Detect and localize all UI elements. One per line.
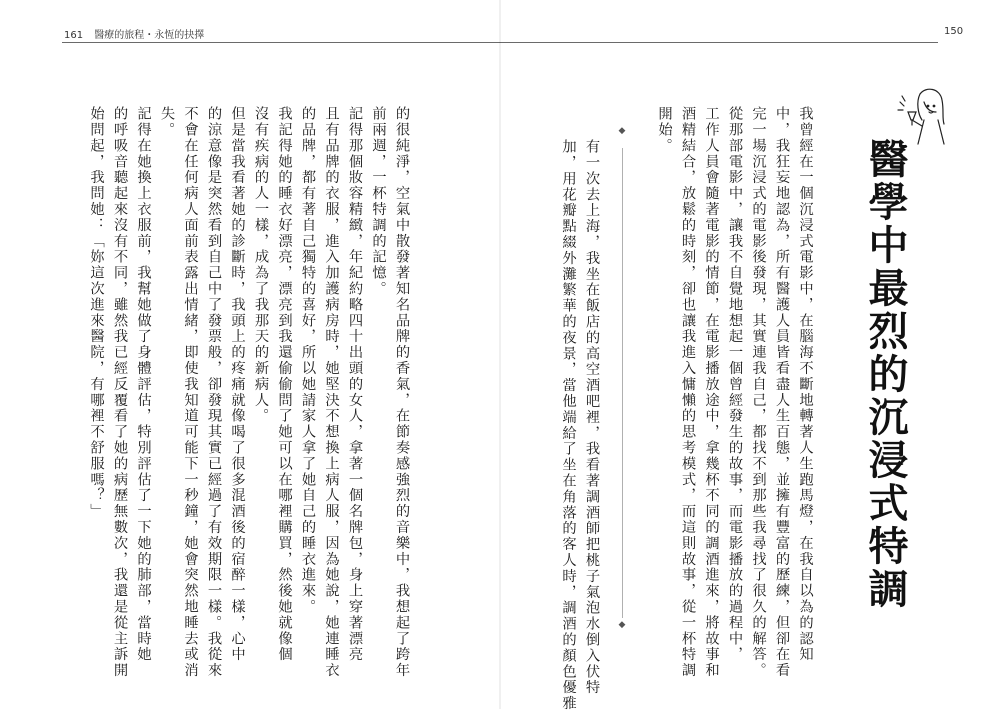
section-divider-line [622, 148, 623, 618]
left-page-number: 161 [64, 30, 84, 41]
section-ornament-top: ◆ [618, 126, 626, 136]
text-line: 我記得她的睡衣好漂亮，漂亮到我還偷偷問了她可以在哪裡購買，然後她就像個 [276, 106, 293, 663]
page-gutter [499, 0, 501, 709]
right-page-section-intro [652, 106, 817, 678]
text-line: 完一場沉浸式的電影後發現，其實連我自己，都找不到那些我尋找了很久的解答。 [750, 106, 767, 679]
right-page-number: 150 [944, 26, 964, 37]
text-line: 前兩週，一杯特調的記憶。 [370, 106, 387, 297]
text-line: 但是當我看著她的診斷時，我頭上的疼痛就像喝了很多混酒後的宿醉一樣，心中 [229, 106, 246, 663]
text-line: 我曾經在一個沉浸式電影中，在腦海不斷地轉著人生跑馬燈，在我自以為的認知 [797, 106, 814, 663]
text-line: 記得那個妝容精緻，年紀約略四十出頭的女人，拿著一個名牌包，身上穿著漂亮 [347, 106, 363, 663]
chapter-title: 醫學中最烈的沉浸式特調 [862, 138, 908, 611]
text-line: 的涼意像是突然看到自己中了發票般，卻發現其實已經過了有效期限一樣。我從來 [206, 106, 222, 679]
text-line: 的品牌，都有著自己獨特的喜好，所以她請家人拿了她自己的睡衣進來。 [300, 106, 316, 615]
text-line: 從那部電影中，讓我不自覺地想起一個曾經發生的故事，而電影播放的過程中， [727, 106, 743, 663]
text-line: 中，我狂妄地認為，所有醫護人員皆看盡人生百態，並擁有豐富的歷練，但卻在看 [774, 106, 790, 679]
text-line: 記得在她換上衣服前，我幫她做了身體評估，特別評估了一下她的肺部，當時她 [135, 106, 152, 663]
section-ornament-bottom: ◆ [618, 620, 626, 630]
text-line: 酒精結合，放鬆的時刻，卻也讓我進入慵懶的思考模式，而這則故事，從一杯特調 [680, 106, 696, 679]
woman-with-drink-illustration-icon [896, 84, 958, 146]
text-line: 加，用花瓣點綴外灘繁華的夜景，當他端給了坐在角落的客人時，調酒的顏色優雅 [560, 139, 577, 711]
left-page-body [84, 106, 413, 678]
left-page-header [64, 26, 204, 41]
text-line: 且有品牌的衣服，進入加護病房時，她堅決不想換上病人服，因為她說，她連睡衣 [323, 106, 340, 679]
right-page-section-shanghai [556, 139, 603, 711]
text-line: 工作人員會隨著電影的情節，在電影播放途中，拿幾杯不同的調酒進來，將故事和 [703, 106, 720, 679]
text-line: 始問起，我問她：「妳這次進來醫院，有哪裡不舒服嗎？」 [88, 106, 105, 520]
running-title: 醫療的旅程・永恆的抉擇 [94, 30, 205, 41]
text-line: 失。 [159, 106, 175, 138]
text-line: 的很純淨，空氣中散發著知名品牌的香氣，在節奏感強烈的音樂中，我想起了跨年 [394, 106, 410, 679]
text-line: 不會在任何病人面前表露出情緒，即使我知道可能下一秒鐘，她會突然地睡去或消 [182, 106, 199, 679]
text-line: 開始。 [656, 106, 673, 154]
text-line: 沒有疾病的人一樣，成為了我那天的新病人。 [253, 106, 269, 424]
text-line: 有一次去上海，我坐在飯店的高空酒吧裡，我看著調酒師把桃子氣泡水倒入伏特 [584, 139, 600, 696]
text-line: 的呼吸音聽起來沒有不同，雖然我已經反覆看了她的病歷無數次，我還是從主訴開 [112, 106, 128, 679]
